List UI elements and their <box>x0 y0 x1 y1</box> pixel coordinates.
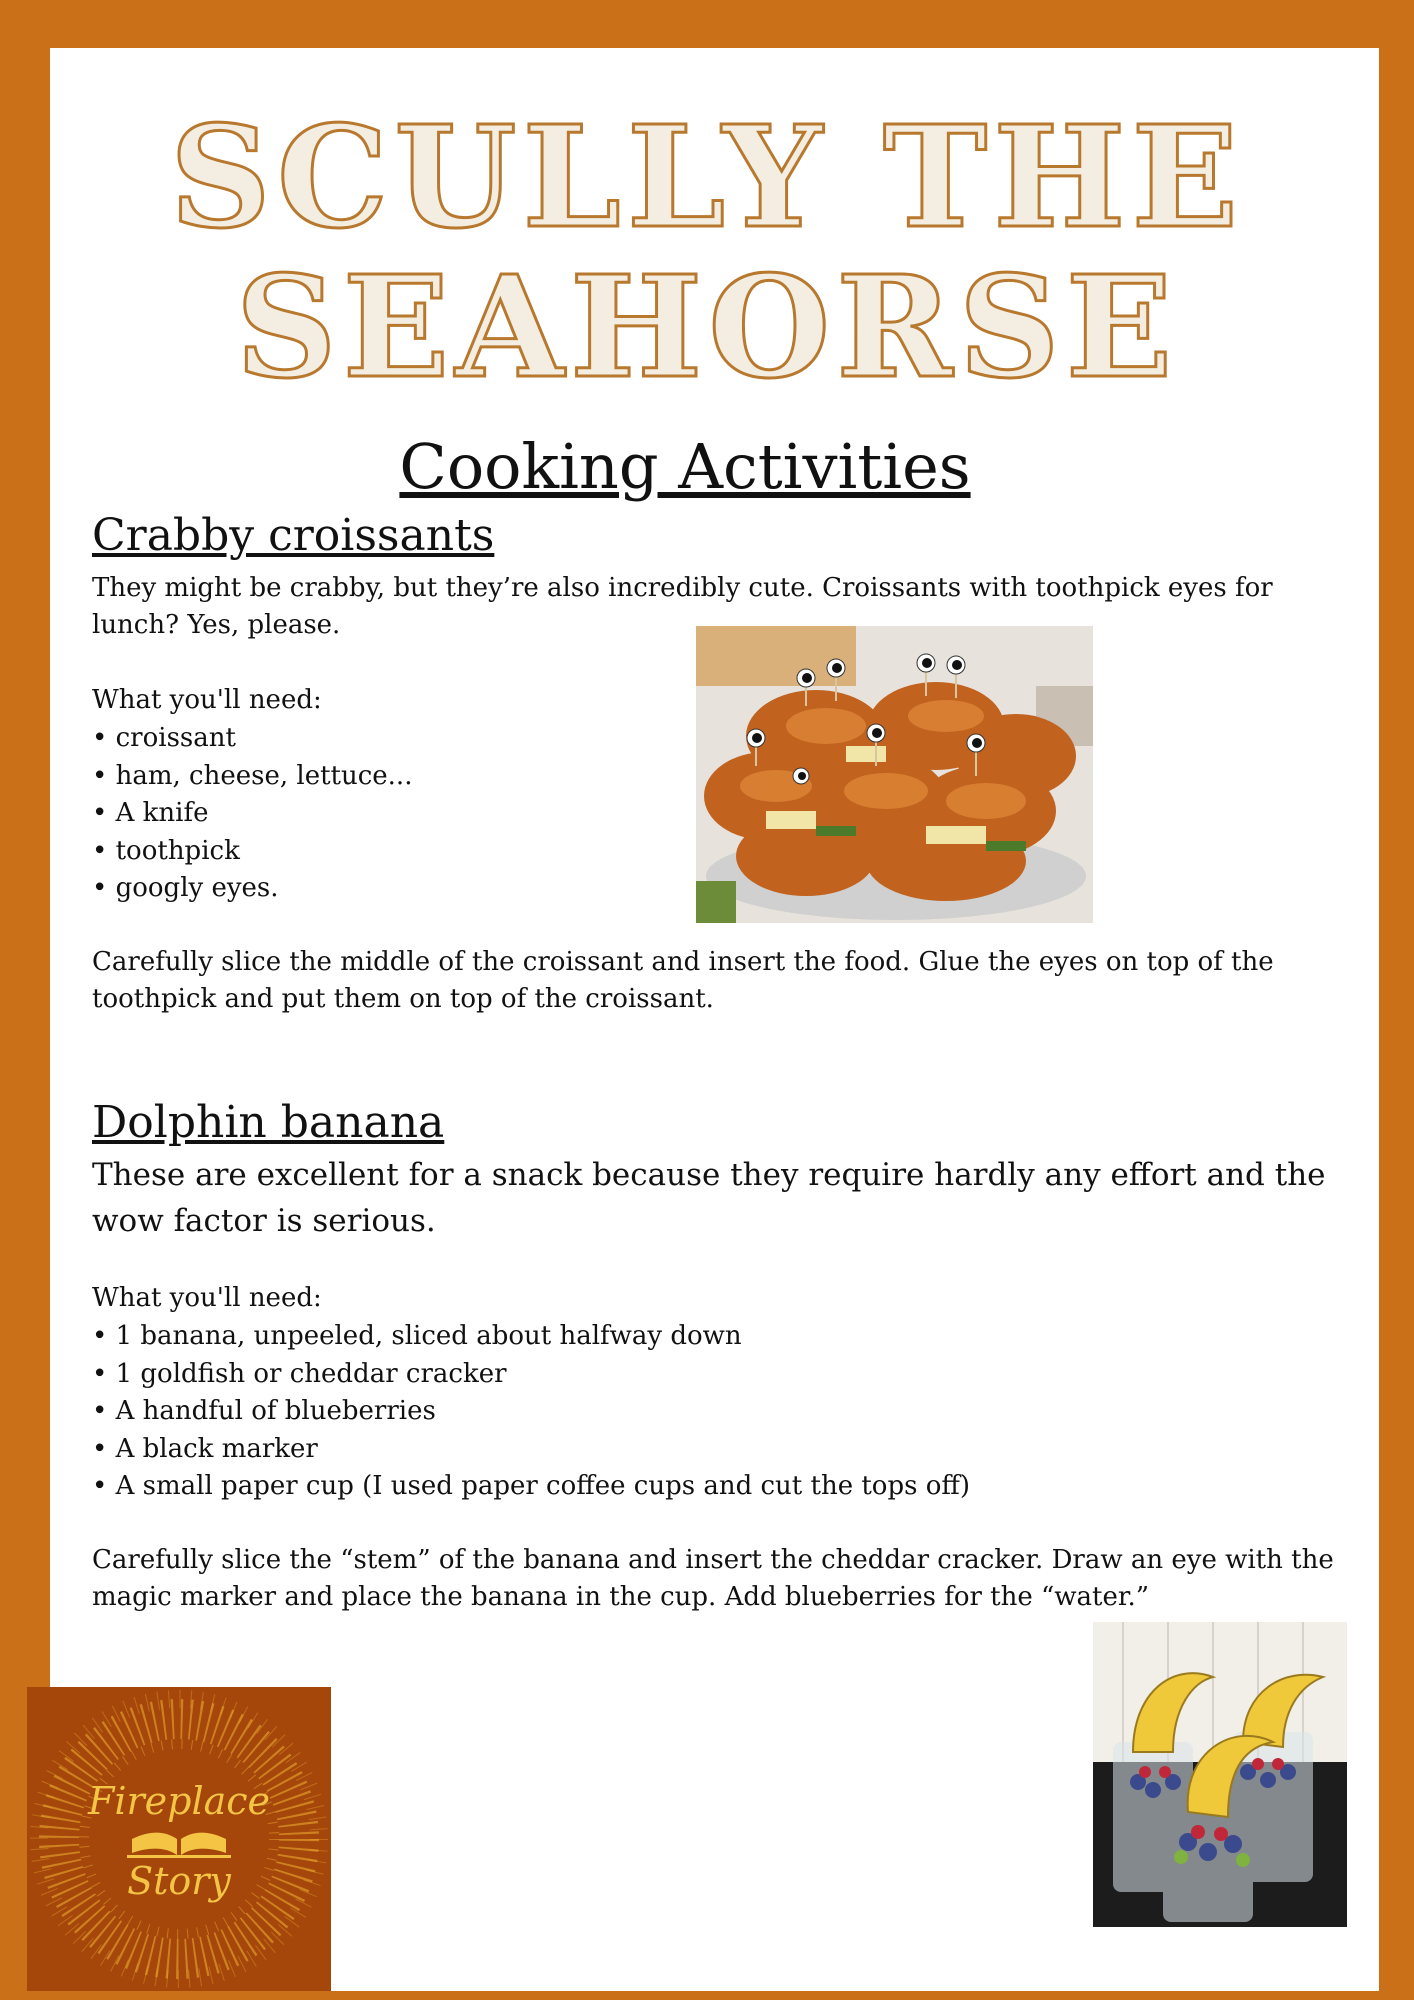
section2-instructions <box>92 1542 1334 1616</box>
section2-intro <box>92 1152 1326 1244</box>
section2-instructions-line1: Carefully slice the “stem” of the banana and insert the cheddar cracker. Draw an eye with the <box>92 1545 1334 1575</box>
section1-instructions-line1: Carefully slice the middle of the croissant and insert the food. Glue the eyes on top of the <box>92 947 1274 977</box>
page-subtitle: Cooking Activities <box>399 430 971 503</box>
section2-needs-list <box>92 1318 970 1506</box>
logo-text-line2: Story <box>127 1859 231 1903</box>
section1-intro-line1: They might be crabby, but they’re also incredibly cute. Croissants with toothpick eyes for <box>92 573 1273 603</box>
title-line-2: SEAHORSE <box>235 246 1179 410</box>
list-item: • A black marker <box>92 1431 970 1469</box>
section2-intro-line1: These are excellent for a snack because they require hardly any effort and the <box>92 1157 1326 1193</box>
list-item: • 1 banana, unpeeled, sliced about halfway down <box>92 1318 970 1356</box>
section1-intro <box>92 570 1273 644</box>
section2-intro-line2: wow factor is serious. <box>92 1203 436 1239</box>
list-item: • A knife <box>92 795 412 833</box>
croissant-crabs-photo <box>696 626 1093 923</box>
list-item: • googly eyes. <box>92 870 412 908</box>
list-item: • A handful of blueberries <box>92 1393 970 1431</box>
list-item: • croissant <box>92 720 412 758</box>
section2-instructions-line2: magic marker and place the banana in the cup. Add blueberries for the “water.” <box>92 1582 1150 1612</box>
section1-needs-label: What you'll need: <box>92 685 322 715</box>
open-book-icon <box>127 1833 231 1858</box>
section-heading-crabby-croissants: Crabby croissants <box>92 510 495 561</box>
section1-instructions <box>92 944 1274 1018</box>
list-item: • A small paper cup (I used paper coffee cups and cut the tops off) <box>92 1468 970 1506</box>
title-line-1: SCULLY THE <box>169 96 1245 260</box>
section-heading-dolphin-banana: Dolphin banana <box>92 1097 445 1148</box>
section1-needs-list <box>92 720 412 908</box>
logo-text-line1: Fireplace <box>87 1779 271 1823</box>
list-item: • ham, cheese, lettuce... <box>92 758 412 796</box>
list-item: • toothpick <box>92 833 412 871</box>
fireplace-story-logo <box>27 1687 331 1991</box>
section1-intro-line2: lunch? Yes, please. <box>92 610 341 640</box>
section1-instructions-line2: toothpick and put them on top of the croissant. <box>92 984 714 1014</box>
section2-needs-label: What you'll need: <box>92 1283 322 1313</box>
dolphin-banana-photo <box>1093 1622 1347 1927</box>
list-item: • 1 goldfish or cheddar cracker <box>92 1356 970 1394</box>
